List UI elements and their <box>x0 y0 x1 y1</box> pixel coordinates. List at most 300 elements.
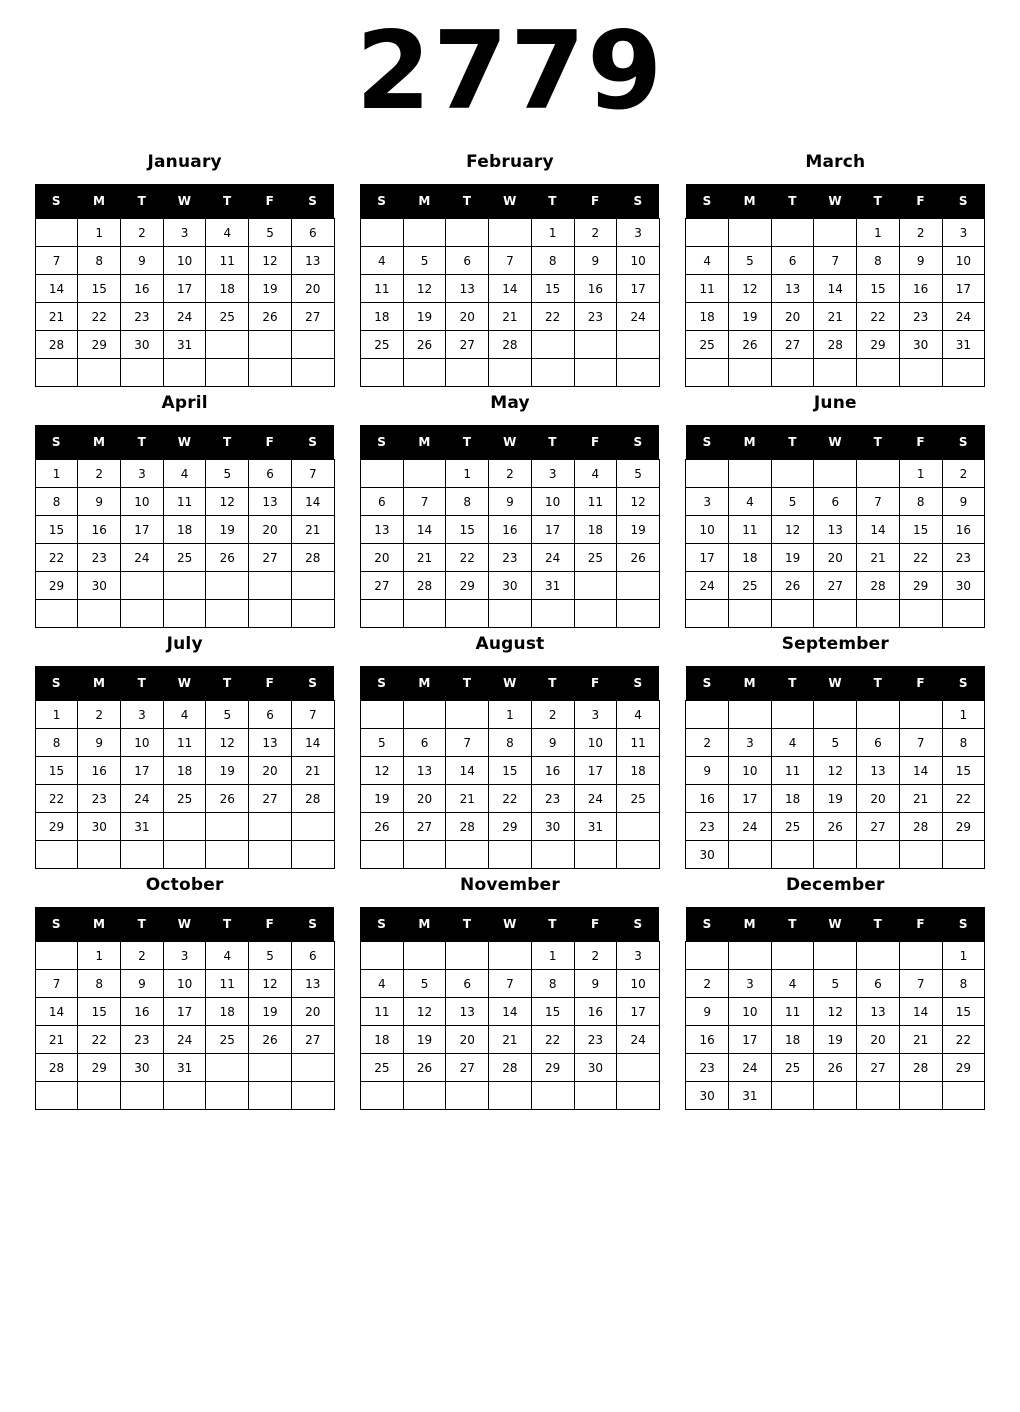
day-cell[interactable]: 5 <box>249 219 292 247</box>
day-cell[interactable]: 25 <box>617 785 660 813</box>
day-cell[interactable]: 8 <box>857 247 900 275</box>
day-cell[interactable]: 29 <box>531 1054 574 1082</box>
day-cell[interactable]: 14 <box>899 757 942 785</box>
day-cell[interactable]: 11 <box>771 998 814 1026</box>
day-cell[interactable]: 23 <box>78 785 121 813</box>
day-cell[interactable]: 10 <box>121 488 164 516</box>
day-cell[interactable]: 12 <box>360 757 403 785</box>
day-cell[interactable]: 18 <box>360 1026 403 1054</box>
day-cell[interactable]: 27 <box>446 331 489 359</box>
day-cell[interactable]: 19 <box>814 1026 857 1054</box>
day-cell[interactable]: 23 <box>121 303 164 331</box>
day-cell[interactable]: 4 <box>686 247 729 275</box>
day-cell[interactable]: 10 <box>617 247 660 275</box>
day-cell[interactable]: 18 <box>771 785 814 813</box>
day-cell[interactable]: 11 <box>574 488 617 516</box>
day-cell[interactable]: 3 <box>729 729 772 757</box>
day-cell[interactable]: 17 <box>617 275 660 303</box>
day-cell[interactable]: 26 <box>249 1026 292 1054</box>
day-cell[interactable]: 2 <box>942 460 985 488</box>
day-cell[interactable]: 10 <box>729 757 772 785</box>
day-cell[interactable]: 23 <box>121 1026 164 1054</box>
day-cell[interactable]: 3 <box>531 460 574 488</box>
day-cell[interactable]: 7 <box>403 488 446 516</box>
day-cell[interactable]: 11 <box>206 970 249 998</box>
day-cell[interactable]: 7 <box>35 970 78 998</box>
day-cell[interactable]: 10 <box>163 247 206 275</box>
day-cell[interactable]: 21 <box>489 303 532 331</box>
day-cell[interactable]: 26 <box>360 813 403 841</box>
day-cell[interactable]: 20 <box>771 303 814 331</box>
day-cell[interactable]: 27 <box>857 813 900 841</box>
day-cell[interactable]: 5 <box>771 488 814 516</box>
day-cell[interactable]: 5 <box>206 701 249 729</box>
day-cell[interactable]: 1 <box>942 701 985 729</box>
day-cell[interactable]: 28 <box>857 572 900 600</box>
day-cell[interactable]: 22 <box>78 303 121 331</box>
day-cell[interactable]: 6 <box>360 488 403 516</box>
day-cell[interactable]: 3 <box>163 219 206 247</box>
day-cell[interactable]: 6 <box>291 219 334 247</box>
day-cell[interactable]: 29 <box>35 813 78 841</box>
day-cell[interactable]: 5 <box>360 729 403 757</box>
day-cell[interactable]: 15 <box>446 516 489 544</box>
day-cell[interactable]: 20 <box>249 757 292 785</box>
day-cell[interactable]: 31 <box>531 572 574 600</box>
day-cell[interactable]: 21 <box>403 544 446 572</box>
day-cell[interactable]: 27 <box>249 544 292 572</box>
day-cell[interactable]: 18 <box>574 516 617 544</box>
day-cell[interactable]: 9 <box>489 488 532 516</box>
day-cell[interactable]: 5 <box>403 247 446 275</box>
day-cell[interactable]: 27 <box>291 1026 334 1054</box>
day-cell[interactable]: 20 <box>857 785 900 813</box>
day-cell[interactable]: 3 <box>617 942 660 970</box>
day-cell[interactable]: 3 <box>121 460 164 488</box>
day-cell[interactable]: 14 <box>489 998 532 1026</box>
day-cell[interactable]: 7 <box>291 701 334 729</box>
day-cell[interactable]: 22 <box>942 785 985 813</box>
day-cell[interactable]: 4 <box>163 701 206 729</box>
day-cell[interactable]: 22 <box>531 1026 574 1054</box>
day-cell[interactable]: 16 <box>574 998 617 1026</box>
day-cell[interactable]: 7 <box>446 729 489 757</box>
day-cell[interactable]: 20 <box>446 1026 489 1054</box>
day-cell[interactable]: 24 <box>617 1026 660 1054</box>
day-cell[interactable]: 22 <box>446 544 489 572</box>
day-cell[interactable]: 15 <box>489 757 532 785</box>
day-cell[interactable]: 9 <box>121 970 164 998</box>
day-cell[interactable]: 29 <box>489 813 532 841</box>
day-cell[interactable]: 6 <box>403 729 446 757</box>
day-cell[interactable]: 22 <box>899 544 942 572</box>
day-cell[interactable]: 1 <box>857 219 900 247</box>
day-cell[interactable]: 3 <box>574 701 617 729</box>
day-cell[interactable]: 23 <box>574 303 617 331</box>
day-cell[interactable]: 11 <box>163 729 206 757</box>
day-cell[interactable]: 25 <box>360 331 403 359</box>
day-cell[interactable]: 18 <box>771 1026 814 1054</box>
day-cell[interactable]: 14 <box>35 275 78 303</box>
day-cell[interactable]: 13 <box>446 998 489 1026</box>
day-cell[interactable]: 10 <box>617 970 660 998</box>
day-cell[interactable]: 23 <box>574 1026 617 1054</box>
day-cell[interactable]: 25 <box>163 544 206 572</box>
day-cell[interactable]: 7 <box>489 970 532 998</box>
day-cell[interactable]: 24 <box>729 813 772 841</box>
day-cell[interactable]: 12 <box>729 275 772 303</box>
day-cell[interactable]: 17 <box>531 516 574 544</box>
day-cell[interactable]: 2 <box>686 970 729 998</box>
day-cell[interactable]: 18 <box>729 544 772 572</box>
day-cell[interactable]: 23 <box>686 813 729 841</box>
day-cell[interactable]: 18 <box>360 303 403 331</box>
day-cell[interactable]: 4 <box>617 701 660 729</box>
day-cell[interactable]: 8 <box>78 970 121 998</box>
day-cell[interactable]: 15 <box>35 757 78 785</box>
day-cell[interactable]: 13 <box>857 757 900 785</box>
day-cell[interactable]: 26 <box>729 331 772 359</box>
day-cell[interactable]: 27 <box>814 572 857 600</box>
day-cell[interactable]: 24 <box>574 785 617 813</box>
day-cell[interactable]: 27 <box>857 1054 900 1082</box>
day-cell[interactable]: 4 <box>206 942 249 970</box>
day-cell[interactable]: 30 <box>121 331 164 359</box>
day-cell[interactable]: 22 <box>489 785 532 813</box>
day-cell[interactable]: 24 <box>163 303 206 331</box>
day-cell[interactable]: 28 <box>35 331 78 359</box>
day-cell[interactable]: 14 <box>814 275 857 303</box>
day-cell[interactable]: 29 <box>35 572 78 600</box>
day-cell[interactable]: 4 <box>729 488 772 516</box>
day-cell[interactable]: 8 <box>489 729 532 757</box>
day-cell[interactable]: 7 <box>35 247 78 275</box>
day-cell[interactable]: 18 <box>163 516 206 544</box>
day-cell[interactable]: 21 <box>814 303 857 331</box>
day-cell[interactable]: 27 <box>291 303 334 331</box>
day-cell[interactable]: 9 <box>78 488 121 516</box>
day-cell[interactable]: 19 <box>729 303 772 331</box>
day-cell[interactable]: 1 <box>531 942 574 970</box>
day-cell[interactable]: 23 <box>942 544 985 572</box>
day-cell[interactable]: 11 <box>617 729 660 757</box>
day-cell[interactable]: 17 <box>729 785 772 813</box>
day-cell[interactable]: 25 <box>771 813 814 841</box>
day-cell[interactable]: 26 <box>814 813 857 841</box>
day-cell[interactable]: 2 <box>899 219 942 247</box>
day-cell[interactable]: 19 <box>360 785 403 813</box>
day-cell[interactable]: 24 <box>617 303 660 331</box>
day-cell[interactable]: 17 <box>686 544 729 572</box>
day-cell[interactable]: 15 <box>531 998 574 1026</box>
day-cell[interactable]: 17 <box>617 998 660 1026</box>
day-cell[interactable]: 25 <box>360 1054 403 1082</box>
day-cell[interactable]: 10 <box>729 998 772 1026</box>
day-cell[interactable]: 6 <box>446 970 489 998</box>
day-cell[interactable]: 1 <box>489 701 532 729</box>
day-cell[interactable]: 9 <box>686 757 729 785</box>
day-cell[interactable]: 1 <box>35 460 78 488</box>
day-cell[interactable]: 11 <box>771 757 814 785</box>
day-cell[interactable]: 29 <box>78 331 121 359</box>
day-cell[interactable]: 7 <box>814 247 857 275</box>
day-cell[interactable]: 20 <box>291 275 334 303</box>
day-cell[interactable]: 25 <box>163 785 206 813</box>
day-cell[interactable]: 17 <box>729 1026 772 1054</box>
day-cell[interactable]: 18 <box>617 757 660 785</box>
day-cell[interactable]: 30 <box>574 1054 617 1082</box>
day-cell[interactable]: 30 <box>121 1054 164 1082</box>
day-cell[interactable]: 21 <box>446 785 489 813</box>
day-cell[interactable]: 20 <box>403 785 446 813</box>
day-cell[interactable]: 26 <box>403 1054 446 1082</box>
day-cell[interactable]: 22 <box>531 303 574 331</box>
day-cell[interactable]: 16 <box>121 998 164 1026</box>
day-cell[interactable]: 13 <box>771 275 814 303</box>
day-cell[interactable]: 25 <box>574 544 617 572</box>
day-cell[interactable]: 6 <box>291 942 334 970</box>
day-cell[interactable]: 23 <box>78 544 121 572</box>
day-cell[interactable]: 4 <box>163 460 206 488</box>
day-cell[interactable]: 18 <box>163 757 206 785</box>
day-cell[interactable]: 13 <box>291 970 334 998</box>
day-cell[interactable]: 27 <box>249 785 292 813</box>
day-cell[interactable]: 11 <box>163 488 206 516</box>
day-cell[interactable]: 2 <box>531 701 574 729</box>
day-cell[interactable]: 5 <box>249 942 292 970</box>
day-cell[interactable]: 13 <box>291 247 334 275</box>
day-cell[interactable]: 9 <box>531 729 574 757</box>
day-cell[interactable]: 26 <box>403 331 446 359</box>
day-cell[interactable]: 1 <box>78 219 121 247</box>
day-cell[interactable]: 3 <box>729 970 772 998</box>
day-cell[interactable]: 26 <box>771 572 814 600</box>
day-cell[interactable]: 6 <box>446 247 489 275</box>
day-cell[interactable]: 7 <box>291 460 334 488</box>
day-cell[interactable]: 16 <box>899 275 942 303</box>
day-cell[interactable]: 10 <box>942 247 985 275</box>
day-cell[interactable]: 22 <box>857 303 900 331</box>
day-cell[interactable]: 23 <box>489 544 532 572</box>
day-cell[interactable]: 11 <box>729 516 772 544</box>
day-cell[interactable]: 31 <box>121 813 164 841</box>
day-cell[interactable]: 27 <box>360 572 403 600</box>
day-cell[interactable]: 6 <box>857 729 900 757</box>
day-cell[interactable]: 1 <box>899 460 942 488</box>
day-cell[interactable]: 20 <box>446 303 489 331</box>
day-cell[interactable]: 10 <box>121 729 164 757</box>
day-cell[interactable]: 20 <box>360 544 403 572</box>
day-cell[interactable]: 13 <box>814 516 857 544</box>
day-cell[interactable]: 21 <box>291 757 334 785</box>
day-cell[interactable]: 26 <box>206 544 249 572</box>
day-cell[interactable]: 30 <box>942 572 985 600</box>
day-cell[interactable]: 7 <box>899 970 942 998</box>
day-cell[interactable]: 30 <box>78 572 121 600</box>
day-cell[interactable]: 16 <box>686 785 729 813</box>
day-cell[interactable]: 25 <box>686 331 729 359</box>
day-cell[interactable]: 23 <box>686 1054 729 1082</box>
day-cell[interactable]: 13 <box>249 488 292 516</box>
day-cell[interactable]: 12 <box>249 970 292 998</box>
day-cell[interactable]: 5 <box>729 247 772 275</box>
day-cell[interactable]: 15 <box>78 998 121 1026</box>
day-cell[interactable]: 8 <box>942 970 985 998</box>
day-cell[interactable]: 1 <box>35 701 78 729</box>
day-cell[interactable]: 13 <box>403 757 446 785</box>
day-cell[interactable]: 27 <box>403 813 446 841</box>
day-cell[interactable]: 12 <box>771 516 814 544</box>
day-cell[interactable]: 8 <box>35 729 78 757</box>
day-cell[interactable]: 29 <box>78 1054 121 1082</box>
day-cell[interactable]: 9 <box>574 247 617 275</box>
day-cell[interactable]: 30 <box>531 813 574 841</box>
day-cell[interactable]: 22 <box>942 1026 985 1054</box>
day-cell[interactable]: 27 <box>446 1054 489 1082</box>
day-cell[interactable]: 14 <box>291 729 334 757</box>
day-cell[interactable]: 1 <box>531 219 574 247</box>
day-cell[interactable]: 30 <box>899 331 942 359</box>
day-cell[interactable]: 31 <box>574 813 617 841</box>
day-cell[interactable]: 5 <box>814 729 857 757</box>
day-cell[interactable]: 8 <box>35 488 78 516</box>
day-cell[interactable]: 25 <box>206 1026 249 1054</box>
day-cell[interactable]: 21 <box>857 544 900 572</box>
day-cell[interactable]: 2 <box>574 219 617 247</box>
day-cell[interactable]: 11 <box>206 247 249 275</box>
day-cell[interactable]: 10 <box>686 516 729 544</box>
day-cell[interactable]: 19 <box>249 275 292 303</box>
day-cell[interactable]: 21 <box>35 303 78 331</box>
day-cell[interactable]: 16 <box>574 275 617 303</box>
day-cell[interactable]: 28 <box>446 813 489 841</box>
day-cell[interactable]: 15 <box>78 275 121 303</box>
day-cell[interactable]: 8 <box>942 729 985 757</box>
day-cell[interactable]: 26 <box>249 303 292 331</box>
day-cell[interactable]: 17 <box>121 516 164 544</box>
day-cell[interactable]: 14 <box>857 516 900 544</box>
day-cell[interactable]: 2 <box>574 942 617 970</box>
day-cell[interactable]: 5 <box>814 970 857 998</box>
day-cell[interactable]: 8 <box>899 488 942 516</box>
day-cell[interactable]: 26 <box>617 544 660 572</box>
day-cell[interactable]: 15 <box>531 275 574 303</box>
day-cell[interactable]: 12 <box>249 247 292 275</box>
day-cell[interactable]: 4 <box>574 460 617 488</box>
day-cell[interactable]: 16 <box>531 757 574 785</box>
day-cell[interactable]: 16 <box>942 516 985 544</box>
day-cell[interactable]: 19 <box>403 303 446 331</box>
day-cell[interactable]: 17 <box>163 998 206 1026</box>
day-cell[interactable]: 24 <box>121 544 164 572</box>
day-cell[interactable]: 24 <box>531 544 574 572</box>
day-cell[interactable]: 15 <box>857 275 900 303</box>
day-cell[interactable]: 12 <box>814 998 857 1026</box>
day-cell[interactable]: 18 <box>206 275 249 303</box>
day-cell[interactable]: 18 <box>686 303 729 331</box>
day-cell[interactable]: 24 <box>729 1054 772 1082</box>
day-cell[interactable]: 16 <box>489 516 532 544</box>
day-cell[interactable]: 15 <box>899 516 942 544</box>
day-cell[interactable]: 24 <box>121 785 164 813</box>
day-cell[interactable]: 4 <box>360 970 403 998</box>
day-cell[interactable]: 7 <box>899 729 942 757</box>
day-cell[interactable]: 4 <box>206 219 249 247</box>
day-cell[interactable]: 12 <box>814 757 857 785</box>
day-cell[interactable]: 20 <box>291 998 334 1026</box>
day-cell[interactable]: 23 <box>899 303 942 331</box>
day-cell[interactable]: 3 <box>163 942 206 970</box>
day-cell[interactable]: 19 <box>206 757 249 785</box>
day-cell[interactable]: 3 <box>617 219 660 247</box>
day-cell[interactable]: 28 <box>35 1054 78 1082</box>
day-cell[interactable]: 3 <box>942 219 985 247</box>
day-cell[interactable]: 25 <box>771 1054 814 1082</box>
day-cell[interactable]: 29 <box>942 813 985 841</box>
day-cell[interactable]: 31 <box>163 331 206 359</box>
day-cell[interactable]: 29 <box>446 572 489 600</box>
day-cell[interactable]: 7 <box>489 247 532 275</box>
day-cell[interactable]: 14 <box>35 998 78 1026</box>
day-cell[interactable]: 9 <box>942 488 985 516</box>
day-cell[interactable]: 2 <box>121 942 164 970</box>
day-cell[interactable]: 12 <box>206 729 249 757</box>
day-cell[interactable]: 17 <box>942 275 985 303</box>
day-cell[interactable]: 11 <box>360 998 403 1026</box>
day-cell[interactable]: 28 <box>291 785 334 813</box>
day-cell[interactable]: 30 <box>686 1082 729 1110</box>
day-cell[interactable]: 21 <box>899 785 942 813</box>
day-cell[interactable]: 15 <box>942 998 985 1026</box>
day-cell[interactable]: 4 <box>771 970 814 998</box>
day-cell[interactable]: 2 <box>489 460 532 488</box>
day-cell[interactable]: 28 <box>489 331 532 359</box>
day-cell[interactable]: 24 <box>686 572 729 600</box>
day-cell[interactable]: 21 <box>899 1026 942 1054</box>
day-cell[interactable]: 28 <box>489 1054 532 1082</box>
day-cell[interactable]: 16 <box>686 1026 729 1054</box>
day-cell[interactable]: 12 <box>617 488 660 516</box>
day-cell[interactable]: 13 <box>446 275 489 303</box>
day-cell[interactable]: 27 <box>771 331 814 359</box>
day-cell[interactable]: 25 <box>729 572 772 600</box>
day-cell[interactable]: 26 <box>206 785 249 813</box>
day-cell[interactable]: 22 <box>35 785 78 813</box>
day-cell[interactable]: 12 <box>403 275 446 303</box>
day-cell[interactable]: 19 <box>617 516 660 544</box>
day-cell[interactable]: 28 <box>899 813 942 841</box>
day-cell[interactable]: 4 <box>360 247 403 275</box>
day-cell[interactable]: 30 <box>78 813 121 841</box>
day-cell[interactable]: 10 <box>531 488 574 516</box>
day-cell[interactable]: 19 <box>403 1026 446 1054</box>
day-cell[interactable]: 30 <box>686 841 729 869</box>
day-cell[interactable]: 14 <box>291 488 334 516</box>
day-cell[interactable]: 2 <box>78 460 121 488</box>
day-cell[interactable]: 6 <box>249 701 292 729</box>
day-cell[interactable]: 29 <box>942 1054 985 1082</box>
day-cell[interactable]: 10 <box>574 729 617 757</box>
day-cell[interactable]: 8 <box>531 970 574 998</box>
day-cell[interactable]: 11 <box>360 275 403 303</box>
day-cell[interactable]: 16 <box>78 757 121 785</box>
day-cell[interactable]: 24 <box>942 303 985 331</box>
day-cell[interactable]: 8 <box>531 247 574 275</box>
day-cell[interactable]: 21 <box>489 1026 532 1054</box>
day-cell[interactable]: 5 <box>206 460 249 488</box>
day-cell[interactable]: 28 <box>814 331 857 359</box>
day-cell[interactable]: 1 <box>78 942 121 970</box>
